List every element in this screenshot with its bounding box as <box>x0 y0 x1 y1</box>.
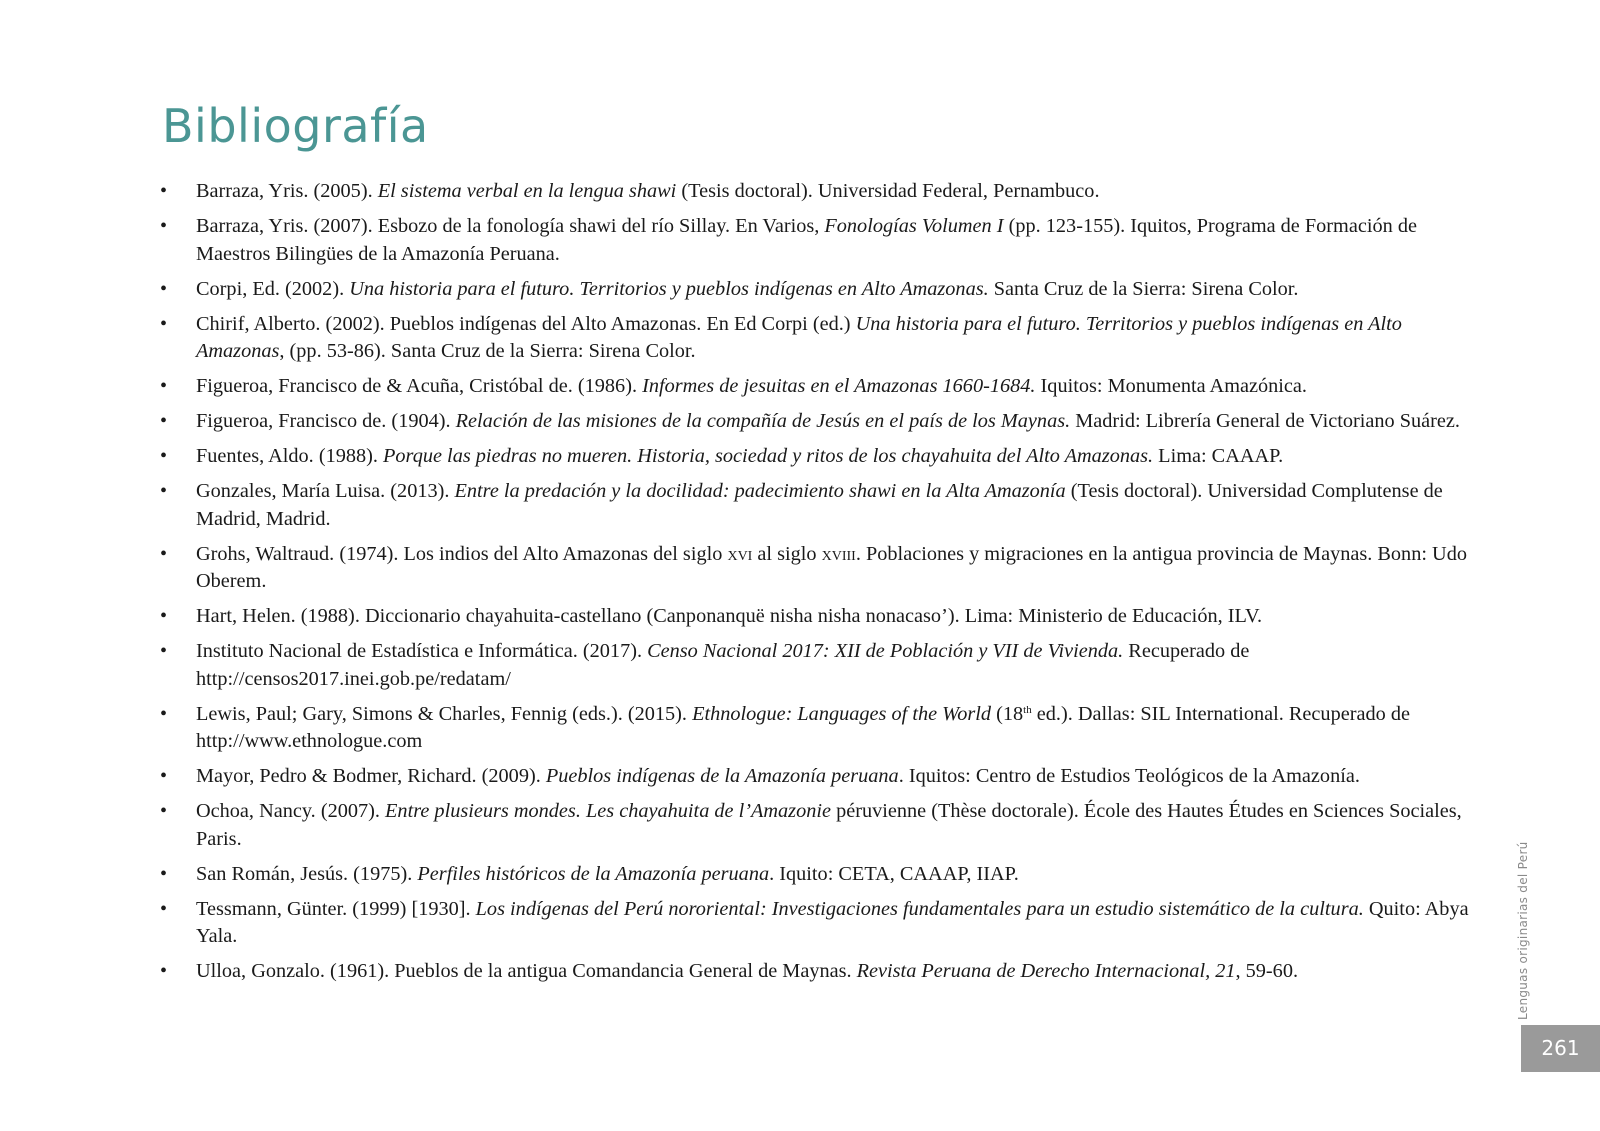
entry-italic-title: Los indígenas del Perú nororiental: Investigaciones fundamentales para un estudio sistemático de la cultura. <box>475 897 1364 920</box>
entry-text: ed.). Dallas: SIL International. Recuperado de http://www.ethnologue.com <box>196 702 1410 752</box>
entry-text: , 59-60. <box>1235 960 1299 982</box>
entry-text: Quito: Abya Yala. <box>196 897 1469 947</box>
entry-text: Mayor, Pedro & Bodmer, Richard. (2009). <box>196 765 546 787</box>
entry-italic-title: Informes de jesuitas en el Amazonas 1660-1684. <box>642 375 1036 397</box>
entry-text: Chirif, Alberto. (2002). Pueblos indígenas del Alto Amazonas. En Ed Corpi (ed.) <box>196 312 856 335</box>
bullet-icon: • <box>160 445 168 467</box>
entry-text: Figueroa, Francisco de. (1904). <box>196 410 456 432</box>
bullet-icon: • <box>160 410 168 432</box>
entry-italic-title: Perfiles históricos de la Amazonía peruana <box>417 862 770 885</box>
bullet-icon: • <box>160 605 168 627</box>
entry-text: Lewis, Paul; Gary, Simons & Charles, Fennig (eds.). (2015). <box>196 702 693 725</box>
bullet-icon: • <box>160 542 168 565</box>
bibliography-entry <box>160 213 1490 268</box>
page-title: Bibliografía <box>162 99 429 153</box>
bibliography-entry <box>160 541 1490 596</box>
entry-text: (Tesis doctoral). Universidad Federal, Pernambuco. <box>676 180 1100 202</box>
entry-text: Recuperado de http://censos2017.inei.gob.pe/redatam/ <box>196 640 1250 690</box>
running-footer-label: Lenguas originarias del Perú <box>1516 841 1530 1020</box>
entry-text: . Iquito: CETA, CAAAP, IIAP. <box>769 862 1019 885</box>
entry-text: Figueroa, Francisco de & Acuña, Cristóbal de. (1986). <box>196 375 643 397</box>
bibliography-entry <box>160 798 1490 853</box>
bullet-icon: • <box>160 180 168 202</box>
bullet-icon: • <box>160 480 168 502</box>
bibliography-entry <box>160 443 1490 471</box>
entry-text: San Román, Jesús. (1975). <box>196 862 418 885</box>
entry-italic-title: Relación de las misiones de la compañía de Jesús en el país de los Maynas. <box>455 410 1071 432</box>
bullet-icon: • <box>160 375 168 397</box>
entry-text: Santa Cruz de la Sierra: Sirena Color. <box>988 277 1299 300</box>
entry-text: Ulloa, Gonzalo. (1961). Pueblos de la antigua Comandancia General de Maynas. <box>196 960 857 982</box>
edition-superscript: th <box>1023 703 1032 716</box>
bullet-icon: • <box>160 640 168 662</box>
bibliography-entry <box>160 603 1490 631</box>
entry-italic-title: Porque las piedras no mueren. Historia, sociedad y ritos de los chayahuita del Alto Amazonas. <box>383 445 1154 467</box>
bullet-icon: • <box>160 312 168 335</box>
bibliography-entry <box>160 896 1490 951</box>
entry-italic-title: El sistema verbal en la lengua shawi <box>377 180 677 202</box>
entry-text: Ochoa, Nancy. (2007). <box>196 800 386 822</box>
entry-text: Iquitos: Monumenta Amazónica. <box>1035 375 1307 397</box>
bullet-icon: • <box>160 800 168 822</box>
century-numeral: xviii <box>821 542 856 565</box>
entry-text: Fuentes, Aldo. (1988). <box>196 445 384 467</box>
bibliography-entry <box>160 478 1490 533</box>
entry-text: Barraza, Yris. (2007). Esbozo de la fonología shawi del río Sillay. En Varios, <box>196 215 825 237</box>
bibliography-entry <box>160 276 1490 304</box>
entry-text: Tessmann, Günter. (1999) [1930]. <box>196 897 476 920</box>
entry-text: (Tesis doctoral). Universidad Complutense de Madrid, Madrid. <box>196 480 1443 530</box>
entry-text: (18 <box>991 702 1024 725</box>
bibliography-entry <box>160 958 1490 986</box>
bullet-icon: • <box>160 277 168 300</box>
entry-italic-title: Fonologías Volumen I <box>824 215 1004 237</box>
entry-text: . Iquitos: Centro de Estudios Teológicos de la Amazonía. <box>898 765 1360 787</box>
bibliography-entry <box>160 638 1490 693</box>
entry-italic-title: Entre la predación y la docilidad: padecimiento shawi en la Alta Amazonía <box>454 480 1066 502</box>
bibliography-entry <box>160 373 1490 401</box>
entry-text: Madrid: Librería General de Victoriano Suárez. <box>1070 410 1460 432</box>
bullet-icon: • <box>160 862 168 885</box>
entry-italic-title: Pueblos indígenas de la Amazonía peruana <box>545 765 899 787</box>
bibliography-entry <box>160 701 1490 756</box>
bibliography-entry <box>160 178 1490 206</box>
bullet-icon: • <box>160 215 168 237</box>
entry-text: Grohs, Waltraud. (1974). Los indios del Alto Amazonas del siglo <box>196 542 728 565</box>
entry-text: Barraza, Yris. (2005). <box>196 180 378 202</box>
entry-text: Gonzales, María Luisa. (2013). <box>196 480 455 502</box>
entry-text: al siglo <box>752 542 822 565</box>
entry-text: Hart, Helen. (1988). Diccionario chayahuita-castellano (Canponanquë nisha nisha nonacaso’). Lima: Ministerio de Educación, ILV. <box>196 605 1263 627</box>
entry-italic-title: Censo Nacional 2017: XII de Población y VII de Vivienda. <box>647 640 1124 662</box>
entry-text: Corpi, Ed. (2002). <box>196 277 350 300</box>
entry-italic-title: Ethnologue: Languages of the World <box>692 702 992 725</box>
entry-text: . Poblaciones y migraciones en la antigua provincia de Maynas. Bonn: Udo Oberem. <box>196 542 1467 592</box>
bibliography-entry <box>160 408 1490 436</box>
entry-text: péruvienne (Thèse doctorale). École des Hautes Études en Sciences Sociales, Paris. <box>196 800 1462 850</box>
entry-italic-title: Revista Peruana de Derecho Internacional, 21 <box>856 960 1236 982</box>
bullet-icon: • <box>160 702 168 725</box>
page-number-tab: 261 <box>1521 1025 1600 1072</box>
bullet-icon: • <box>160 897 168 920</box>
entry-italic-title: Una historia para el futuro. Territorios y pueblos indígenas en Alto Amazonas <box>196 312 1402 362</box>
entry-text: , (pp. 53-86). Santa Cruz de la Sierra: Sirena Color. <box>279 340 696 362</box>
bibliography-list <box>160 178 1490 993</box>
bibliography-entry <box>160 861 1490 889</box>
entry-italic-title: Una historia para el futuro. Territorios y pueblos indígenas en Alto Amazonas. <box>349 277 989 300</box>
entry-text: Instituto Nacional de Estadística e Informática. (2017). <box>196 640 648 662</box>
bullet-icon: • <box>160 765 168 787</box>
bibliography-entry <box>160 763 1490 791</box>
century-numeral: xvi <box>727 542 753 565</box>
entry-text: Lima: CAAAP. <box>1153 445 1284 467</box>
bibliography-entry <box>160 311 1490 366</box>
entry-text: (pp. 123-155). Iquitos, Programa de Formación de Maestros Bilingües de la Amazonía Peruana. <box>196 215 1417 265</box>
bullet-icon: • <box>160 960 168 982</box>
entry-italic-title: Entre plusieurs mondes. Les chayahuita de l’Amazonie <box>385 800 831 822</box>
